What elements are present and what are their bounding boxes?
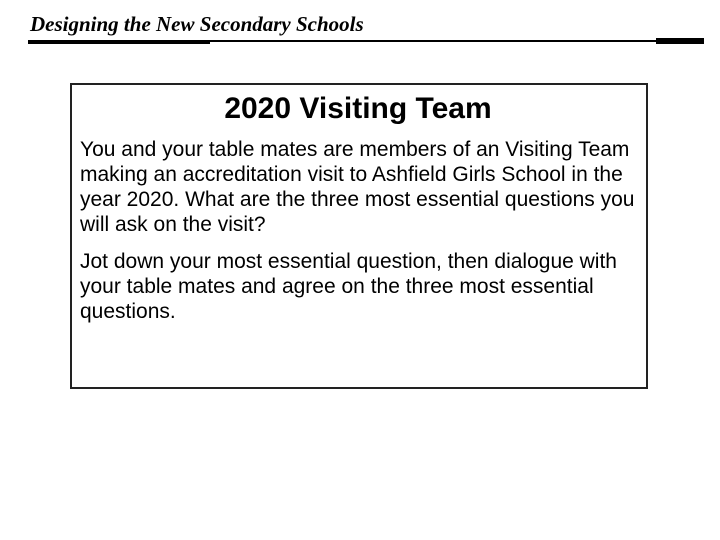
header-title: Designing the New Secondary Schools — [30, 12, 364, 36]
box-paragraph-task: You and your table mates are members of an Visiting Team making an accreditation visit to Ashfield Girls School in the year 2020. What are the three most essential questions you will ask on the visit? — [80, 138, 635, 236]
header-rule-accent — [656, 38, 704, 44]
box-paragraph-instructions: Jot down your most essential question, then dialogue with your table mates and agree on the three most essential questions. — [80, 250, 617, 323]
header-rule-gap — [210, 42, 656, 44]
box-title: 2020 Visiting Team — [224, 92, 492, 125]
content-box — [70, 83, 648, 389]
